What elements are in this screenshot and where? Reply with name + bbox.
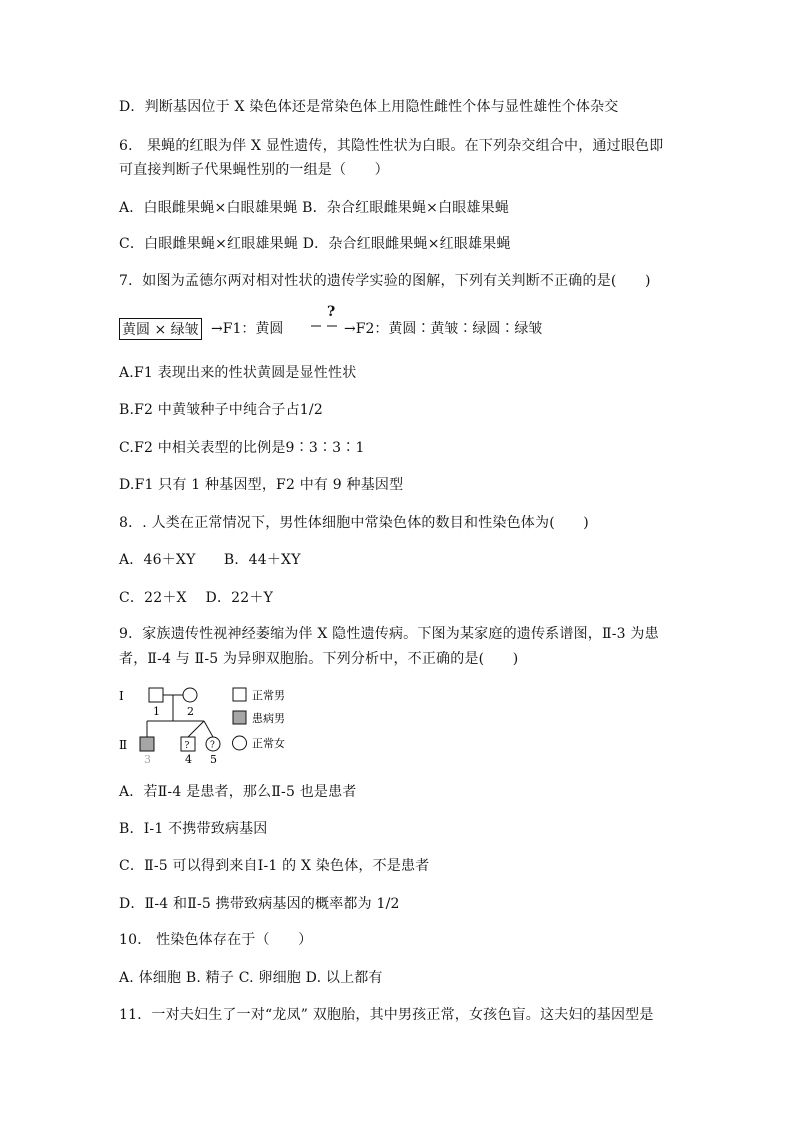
q7-option-d: D.F1 只有 1 种基因型，F2 中有 9 种基因型 [119,477,404,493]
legend-affected-male-icon [233,711,246,724]
individual-I1-number: 1 [153,705,160,718]
q10-options: A. 体细胞 B. 精子 C. 卵细胞 D. 以上都有 [119,970,383,986]
twin-line-4 [188,721,204,737]
q8-stem: 8．. 人类在正常情况下，男性体细胞中常染色体的数目和性染色体为( ) [119,515,589,531]
legend-normal-male-label: 正常男 [252,689,285,702]
f1-result: →F1：黄圆 [211,321,284,337]
q7-stem: 7．如图为孟德尔两对相对性状的遗传学实验的图解，下列有关判断不正确的是( ) [119,273,651,289]
legend-normal-female-icon [233,736,247,750]
q10-stem: 10． 性染色体存在于（ ） [119,932,313,948]
individual-I1-normal-male [149,688,163,702]
individual-II4-question-mark: ? [184,741,190,751]
q5-option-d: D．判断基因位于 X 染色体还是常染色体上用隐性雌性个体与显性雄性个体杂交 [119,99,619,115]
genetics-cross-diagram [119,304,679,340]
q9-option-c: C．Ⅱ-5 可以得到来自Ⅰ-1 的 X 染色体，不是患者 [119,858,430,874]
legend-affected-male-label: 患病男 [252,712,285,725]
individual-I2-normal-female [183,688,197,702]
q7-option-a: A.F1 表现出来的性状黄圆是显性性状 [119,365,357,381]
q6-options-ab: A．白眼雌果蝇×白眼雄果蝇 B．杂合红眼雌果蝇×白眼雄果蝇 [119,200,510,216]
individual-II5-question-mark: ? [210,740,215,751]
q7-option-b: B.F2 中黄皱种子中纯合子占1/2 [119,402,323,418]
pedigree-chart [119,683,319,763]
twin-line-5 [204,721,213,737]
q7-option-c: C.F2 中相关表型的比例是9∶3∶3∶1 [119,440,365,456]
q9-option-a: A．若Ⅱ-4 是患者，那么Ⅱ-5 也是患者 [119,784,357,800]
individual-II3-number: 3 [144,753,151,763]
q9-stem-line1: 9．家族遗传性视神经萎缩为伴 X 隐性遗传病。下图为某家庭的遗传系谱图，Ⅱ-3 为患 [119,626,659,642]
q6-stem-line1: 6． 果蝇的红眼为伴 X 显性遗传，其隐性性状为白眼。在下列杂交组合中，通过眼色即 [119,138,664,154]
q9-option-d: D．Ⅱ-4 和Ⅱ-5 携带致病基因的概率都为 1/2 [119,896,400,912]
q11-stem: 11．一对夫妇生了一对“龙凤” 双胞胎，其中男孩正常，女孩色盲。这夫妇的基因型是 [119,1007,654,1023]
q9-stem-line2: 者，Ⅱ-4 与 Ⅱ-5 为异卵双胞胎。下列分析中，不正确的是( ) [119,651,519,667]
generation-1-label: Ⅰ [119,689,124,703]
q8-options-cd: C．22＋X D．22＋Y [119,590,274,606]
q6-options-cd: C．白眼雌果蝇×红眼雄果蝇 D．杂合红眼雌果蝇×红眼雄果蝇 [119,236,511,252]
legend-normal-female-label: 正常女 [252,737,285,750]
q8-options-ab: A．46＋XY B．44＋XY [119,552,301,568]
individual-II3-affected-male [140,737,154,751]
q9-option-b: B．Ⅰ-1 不携带致病基因 [119,821,268,837]
individual-II4-number: 4 [185,753,192,763]
cross-question-mark: ? [327,304,336,320]
q6-stem-line2: 可直接判断子代果蝇性别的一组是（ ） [119,162,389,178]
legend-normal-male-icon [233,688,246,701]
f2-result: →F2：黄圆∶黄皱∶绿圆∶绿皱 [344,321,543,337]
individual-I2-number: 2 [187,705,194,718]
generation-2-label: Ⅱ [119,738,128,752]
individual-II5-number: 5 [210,753,217,763]
parent-cross: 黄圆 × 绿皱 [119,318,202,340]
